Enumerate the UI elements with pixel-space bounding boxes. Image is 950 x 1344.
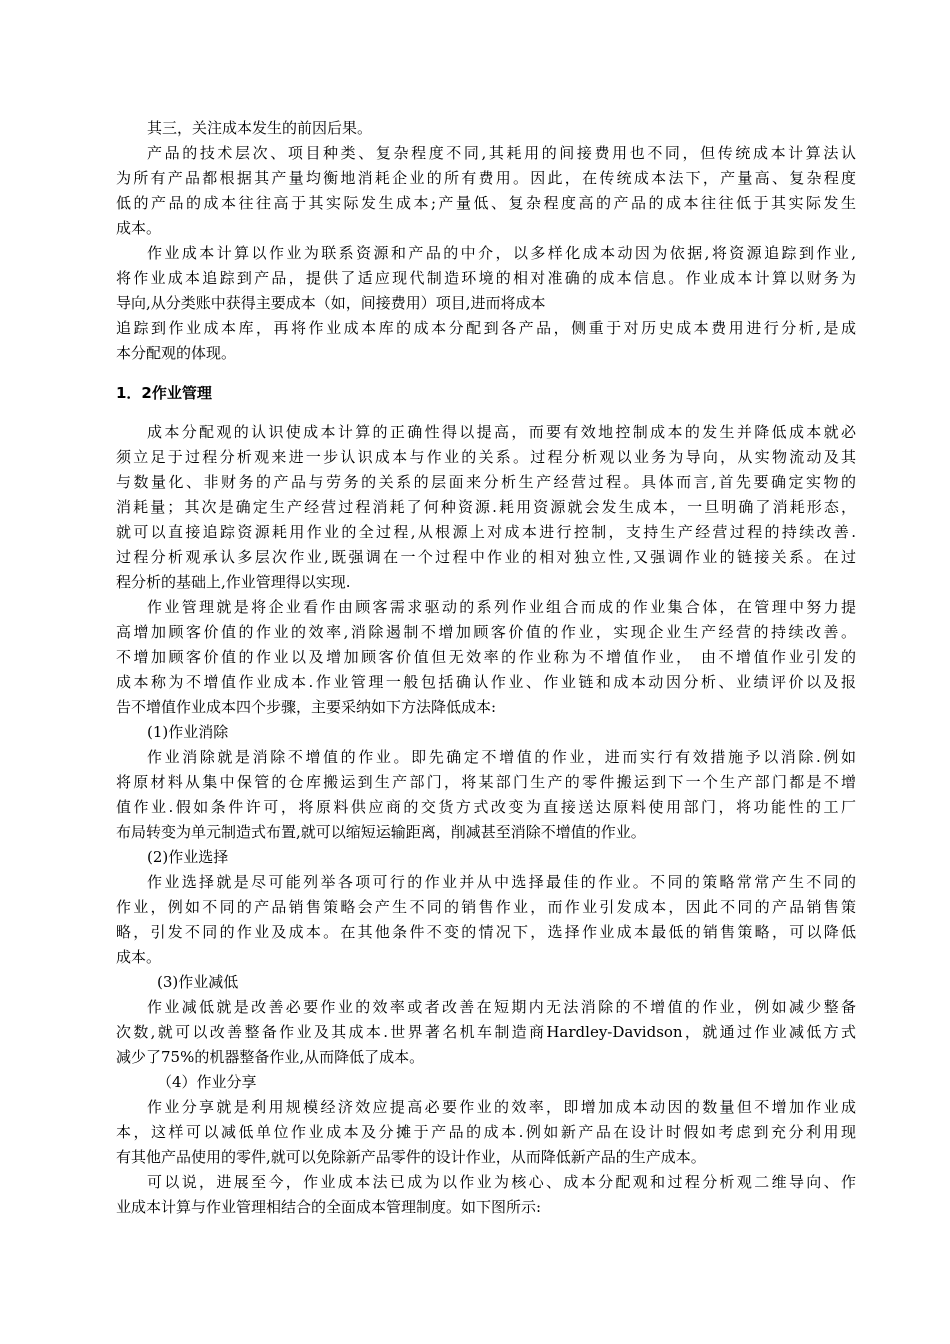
paragraph-line: 成本称为不增值作业成本.作业管理一般包括确认作业、作业链和成本动因分析、业绩评价以及报 [116,673,856,691]
paragraph-line: 须立足于过程分析观来进一步认识成本与作业的关系。过程分析观以业务为导向，从实物流动及其 [116,448,856,466]
paragraph-line: 本分配观的体现。 [116,344,237,362]
paragraph-line: 布局转变为单元制造式布置,就可以缩短运输距离，削减甚至消除不增值的作业。 [116,823,646,841]
paragraph-line: 作业管理就是将企业看作由顾客需求驱动的系列作业组合而成的作业集合体，在管理中努力提 [147,598,856,616]
paragraph-line: 导向,从分类账中获得主要成本（如，间接费用）项目,进而将成本 [116,294,546,312]
paragraph-line: 本，这样可以减低单位作业成本及分摊于产品的成本.例如新产品在设计时假如考虑到充分利用现 [116,1123,856,1141]
paragraph-line: 与数量化、非财务的产品与劳务的关系的层面来分析生产经营过程。具体而言,首先要确定实物的 [116,473,856,491]
subsection-title: (1)作业消除 [147,723,229,741]
paragraph-line: 作业减低就是改善必要作业的效率或者改善在短期内无法消除的不增值的作业，例如减少整备 [147,998,856,1016]
section-heading: 1．2作业管理 [116,384,212,402]
paragraph-line: 消耗量；其次是确定生产经营过程消耗了何种资源.耗用资源就会发生成本，一旦明确了消耗形态， [116,498,856,516]
paragraph-line: 可以说，进展至今，作业成本法已成为以作业为核心、成本分配观和过程分析观二维导向、作 [147,1173,856,1191]
paragraph-line: 作业分享就是利用规模经济效应提高必要作业的效率，即增加成本动因的数量但不增加作业成 [147,1098,856,1116]
subsection-title: (2)作业选择 [147,848,229,866]
paragraph-line: 有其他产品使用的零件,就可以免除新产品零件的设计作业，从而降低新产品的生产成本。 [116,1148,706,1166]
paragraph-line: 次数,就可以改善整备作业及其成本.世界著名机车制造商Hardley-Davidson，就通过作业减低方式 [116,1023,856,1041]
paragraph-line: 产品的技术层次、项目种类、复杂程度不同,其耗用的间接费用也不同，但传统成本计算法认 [147,144,856,162]
paragraph-line: 不增加顾客价值的作业以及增加顾客价值但无效率的作业称为不增值作业， 由不增值作业引发的 [116,648,856,666]
paragraph-line: 成本。 [116,948,162,966]
paragraph-line: 业成本计算与作业管理相结合的全面成本管理制度。如下图所示: [116,1198,542,1216]
paragraph-line: 值作业.假如条件许可，将原料供应商的交货方式改变为直接送达原料使用部门，将功能性的工厂 [116,798,856,816]
paragraph-line: 将作业成本追踪到产品，提供了适应现代制造环境的相对准确的成本信息。作业成本计算以财务为 [116,269,856,287]
paragraph-line: 成本。 [116,219,162,237]
paragraph-line: 就可以直接追踪资源耗用作业的全过程,从根源上对成本进行控制，支持生产经营过程的持续改善. [116,523,856,541]
subsection-title: （4）作业分享 [157,1073,257,1091]
paragraph-line: 程分析的基础上,作业管理得以实现. [116,573,351,591]
paragraph-line: 作业选择就是尽可能列举各项可行的作业并从中选择最佳的作业。不同的策略常常产生不同的 [147,873,856,891]
subsection-title: (3)作业减低 [157,973,239,991]
paragraph-line: 过程分析观承认多层次作业,既强调在一个过程中作业的相对独立性,又强调作业的链接关系。在过 [116,548,856,566]
paragraph-line: 略，引发不同的作业及成本。在其他条件不变的情况下，选择作业成本最低的销售策略，可以降低 [116,923,856,941]
paragraph-intro: 其三，关注成本发生的前因后果。 [147,119,373,137]
paragraph-line: 告不增值作业成本四个步骤，主要采纳如下方法降低成本: [116,698,497,716]
paragraph-line: 为所有产品都根据其产量均衡地消耗企业的所有费用。因此，在传统成本法下，产量高、复杂程度 [116,169,856,187]
paragraph-line: 高增加顾客价值的作业的效率,消除遏制不增加顾客价值的作业，实现企业生产经营的持续改善。 [116,623,856,641]
paragraph-line: 作业消除就是消除不增值的作业。即先确定不增值的作业，进而实行有效措施予以消除.例如 [147,748,856,766]
paragraph-line: 作业成本计算以作业为联系资源和产品的中介，以多样化成本动因为依据,将资源追踪到作业, [147,244,856,262]
paragraph-line: 减少了75%的机器整备作业,从而降低了成本。 [116,1048,425,1066]
paragraph-line: 低的产品的成本往往高于其实际发生成本;产量低、复杂程度高的产品的成本往往低于其实际发生 [116,194,856,212]
paragraph-line: 成本分配观的认识使成本计算的正确性得以提高，而要有效地控制成本的发生并降低成本就必 [147,423,856,441]
paragraph-line: 作业，例如不同的产品销售策略会产生不同的销售作业，而作业引发成本，因此不同的产品销售策 [116,898,856,916]
paragraph-line: 追踪到作业成本库，再将作业成本库的成本分配到各产品，侧重于对历史成本费用进行分析,是成 [116,319,856,337]
paragraph-line: 将原材料从集中保管的仓库搬运到生产部门，将某部门生产的零件搬运到下一个生产部门都是不增 [116,773,856,791]
